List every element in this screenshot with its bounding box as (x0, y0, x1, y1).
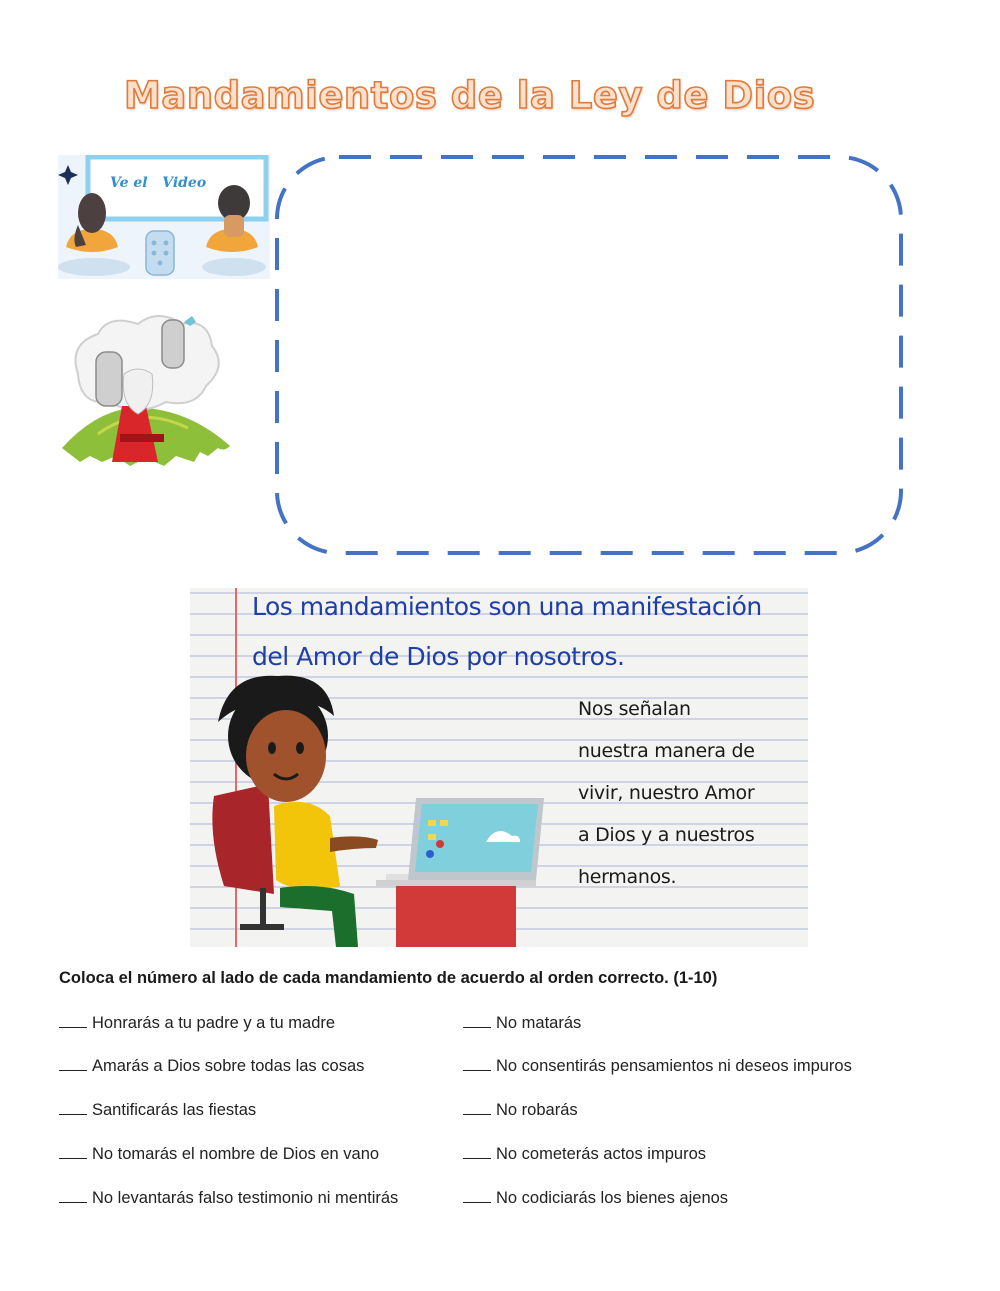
video-thumbnail[interactable] (58, 155, 270, 279)
video-label: Ve el Video (110, 175, 207, 191)
commandment-item: No codiciarás los bienes ajenos (463, 1188, 728, 1208)
number-blank[interactable] (59, 1013, 87, 1028)
lesson-illustration (190, 588, 808, 947)
commandment-item: No tomarás el nombre de Dios en vano (59, 1144, 379, 1164)
number-blank[interactable] (463, 1188, 491, 1203)
number-blank[interactable] (463, 1013, 491, 1028)
page-title: Mandamientos de la Ley de Dios (124, 74, 816, 117)
number-blank[interactable] (59, 1056, 87, 1071)
lesson-heading-line-1: Los mandamientos son una manifestación (252, 592, 762, 621)
video-placeholder-box[interactable] (274, 154, 906, 558)
number-blank[interactable] (463, 1144, 491, 1159)
commandment-item: No robarás (463, 1100, 578, 1120)
instruction-text: Coloca el número al lado de cada mandamiento de acuerdo al orden correcto. (1-10) (59, 969, 718, 987)
number-blank[interactable] (59, 1100, 87, 1115)
commandment-item: No matarás (463, 1013, 581, 1033)
lesson-body-line-2: nuestra manera de (578, 740, 755, 762)
commandment-item: No levantarás falso testimonio ni mentirás (59, 1188, 398, 1208)
commandment-item: Santificarás las fiestas (59, 1100, 256, 1120)
number-blank[interactable] (463, 1100, 491, 1115)
commandment-item: Honrarás a tu padre y a tu madre (59, 1013, 335, 1033)
number-blank[interactable] (59, 1144, 87, 1159)
commandment-item: No consentirás pensamientos ni deseos impuros (463, 1056, 852, 1076)
lesson-body-line-1: Nos señalan (578, 698, 691, 720)
lesson-body-line-5: hermanos. (578, 866, 677, 888)
moses-illustration (58, 314, 233, 466)
lesson-body-line-3: vivir, nuestro Amor (578, 782, 755, 804)
commandment-item: Amarás a Dios sobre todas las cosas (59, 1056, 364, 1076)
commandment-item: No cometerás actos impuros (463, 1144, 706, 1164)
number-blank[interactable] (59, 1188, 87, 1203)
lesson-heading-line-2: del Amor de Dios por nosotros. (252, 642, 625, 671)
lesson-body-line-4: a Dios y a nuestros (578, 824, 755, 846)
number-blank[interactable] (463, 1056, 491, 1071)
